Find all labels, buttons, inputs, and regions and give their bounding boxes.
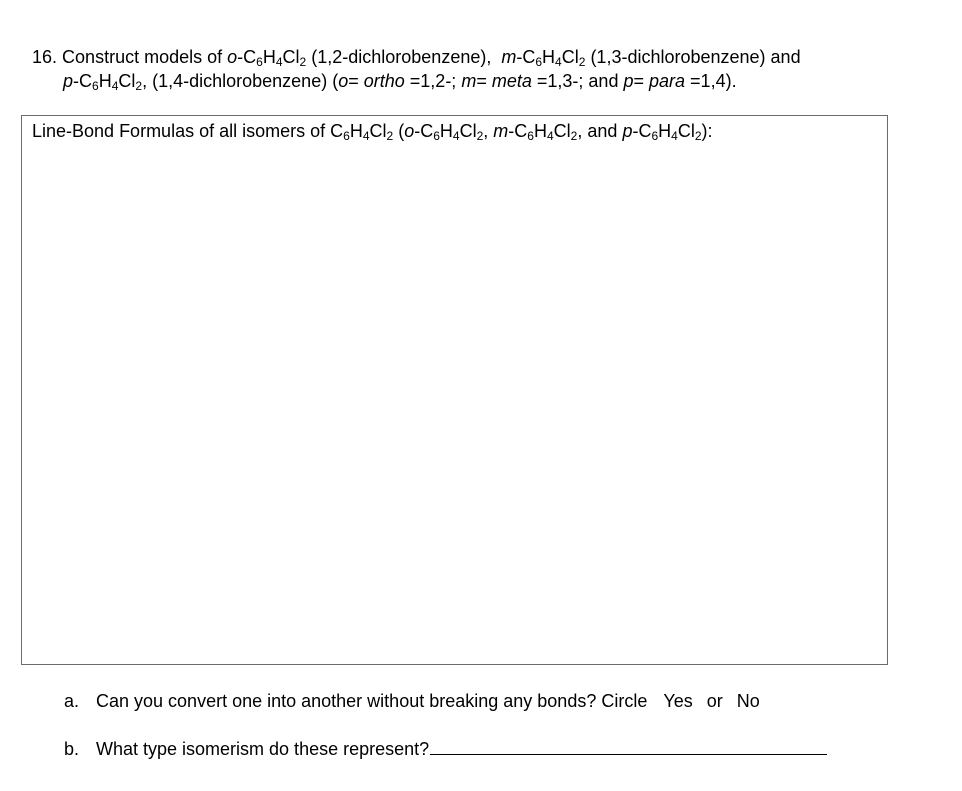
question-intro: Construct models of	[62, 47, 223, 67]
formula-meta: $C_6H_4Cl_2$	[522, 47, 586, 69]
key-o-value: =1,2-;	[409, 71, 457, 91]
sub-question-b	[64, 737, 827, 760]
key-o: o	[338, 71, 349, 91]
sub-question-a-marker: a.	[64, 691, 80, 711]
question-line-1: 16. Construct models of $o-C_6H_4Cl_2$ (1,2-dichlorobenzene), $m-C_6H_4Cl_2$ (1,3-dichlorobenzene) and	[32, 47, 801, 69]
formula-meta-box: $C_6H_4Cl_2$	[514, 121, 578, 143]
sub-question-a	[64, 690, 760, 712]
question-line-2: $p-C_6H_4Cl_2$, (1,4-dichlorobenzene) (o= ortho =1,2-; m= meta =1,3-; and p= para =1,4).	[63, 71, 737, 93]
ortho-prefix: o	[227, 47, 238, 67]
para-prefix: p	[63, 71, 74, 91]
key-p-value: =1,4).	[690, 71, 737, 91]
formula-ortho: $C_6H_4Cl_2$	[243, 47, 307, 69]
key-m: m	[461, 71, 477, 91]
key-m-word: meta	[491, 71, 532, 91]
sub-question-a-text: Can you convert one into another without breaking any bonds? Circle	[96, 691, 648, 711]
choice-yes[interactable]: Yes	[663, 691, 693, 711]
answer-blank[interactable]	[430, 737, 827, 755]
para-name: (1,4-dichlorobenzene)	[152, 71, 328, 91]
sub-question-b-text: What type isomerism do these represent?	[96, 739, 430, 759]
choice-no[interactable]: No	[736, 691, 760, 711]
key-p: p	[623, 71, 634, 91]
question-number: 16.	[32, 47, 58, 67]
ortho-name: (1,2-dichlorobenzene),	[311, 47, 492, 67]
formula-ortho-box: $C_6H_4Cl_2$	[420, 121, 484, 143]
meta-prefix: m	[501, 47, 517, 67]
answer-box[interactable]	[21, 115, 888, 665]
key-m-value: =1,3-; and	[536, 71, 619, 91]
answer-box-label: Line-Bond Formulas of all isomers of $C_6H_4Cl_2$ ($o-C_6H_4Cl_2$, $m-C_6H_4Cl_2$, and $p-C_6H_4Cl_2$):	[32, 121, 713, 143]
meta-name: (1,3-dichlorobenzene) and	[590, 47, 801, 67]
formula-general: $C_6H_4Cl_2$	[330, 121, 394, 143]
key-p-word: para	[649, 71, 686, 91]
sub-question-b-marker: b.	[64, 739, 80, 759]
choice-or: or	[706, 691, 723, 711]
formula-para: $C_6H_4Cl_2$	[79, 71, 143, 93]
formula-para-box: $C_6H_4Cl_2$	[638, 121, 702, 143]
key-o-word: ortho	[363, 71, 405, 91]
